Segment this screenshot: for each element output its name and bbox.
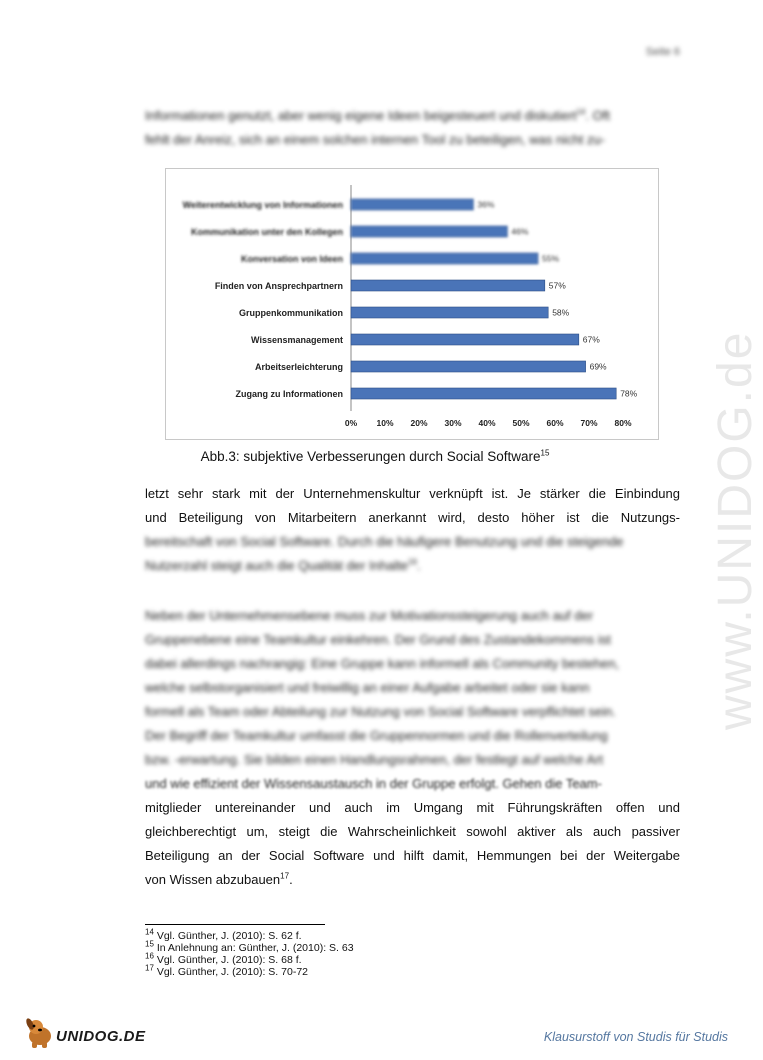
value-label: 78% [620,388,638,399]
value-label: 69% [589,361,607,372]
value-label: 58% [552,307,570,318]
footer-tagline: Klausurstoff von Studis für Studis [543,1030,728,1044]
data-bar [351,226,507,237]
chart-figure [165,168,659,440]
value-label: 46% [511,226,529,237]
x-tick-label: 50% [512,418,530,428]
p3-line-9: mitglieder untereinander und auch im Umgang mit Führungskräften offen und [145,800,680,815]
p3-line-2: Gruppenebene eine Teamkultur einkehren. Der Grund des Zustandekommens ist [145,632,611,647]
intro-line-2: fehlt der Anreiz, sich an einem solchen internen Tool zu beteiligen, was nicht zu- [145,132,606,147]
footnotes [145,927,354,978]
page-number: Seite 6 [645,46,680,58]
data-bar [351,307,548,318]
p3-line-6: Der Begriff der Teamkultur umfasst die Gruppennormen und die Rollenverteilung [145,728,608,743]
category-label: Kommunikation unter den Kollegen [190,227,343,237]
category-label: Zugang zu Informationen [235,389,343,399]
p3-line-7: bzw. -erwartung. Sie bilden einen Handlungsrahmen, der festlegt auf welche Art [145,752,604,767]
paragraph-3 [145,604,680,892]
category-label: Finden von Ansprechpartnern [214,281,343,291]
footnote-15: $^{15}$ In Anlehnung an: Günther, J. (2010): S. 63 [145,939,354,954]
bar-chart [166,169,658,439]
p2-line-4: Nutzerzahl steigt auch die Qualität der Inhalte$^{16}$. [145,557,421,573]
p2-line-2: und Beteiligung von Mitarbeitern anerkannt wird, desto höher ist die Nutzungs- [145,510,680,525]
data-bar [351,253,538,264]
category-label: Weiterentwicklung von Informationen [182,200,343,210]
p3-line-5: formell als Team oder Abteilung zur Nutzung von Social Software verpflichtet sein. [145,704,616,719]
footnote-14: $^{14}$ Vgl. Günther, J. (2010): S. 62 f. [145,927,302,942]
p3-line-8: und wie effizient der Wissensaustausch in der Gruppe erfolgt. Gehen die Team- [145,776,602,791]
p3-line-4: welche selbstorganisiert und freiwillig an einer Aufgabe arbeitet oder sie kann [145,680,590,695]
intro-paragraph [145,104,680,152]
x-tick-label: 10% [376,418,394,428]
p3-line-1: Neben der Unternehmensebene muss zur Motivationssteigerung auch auf der [145,608,594,623]
x-tick-label: 20% [410,418,428,428]
data-bar [351,199,473,210]
x-tick-label: 0% [344,418,358,428]
p3-line-11: Beteiligung an der Social Software und hilft damit, Hemmungen bei der Weitergabe [145,848,680,863]
value-label: 36% [477,199,495,210]
p3-line-12: von Wissen abzubauen$^{17}$. [145,871,293,887]
paragraph-2 [145,482,680,578]
figure-caption: Abb.3: subjektive Verbesserungen durch Social Software$^{15}$ [200,448,550,464]
category-label: Wissensmanagement [251,335,343,345]
footnote-divider [145,924,325,925]
p3-line-10: gleichberechtigt um, steigt die Wahrscheinlichkeit sowohl aktiver als auch passiver [145,824,680,839]
category-label: Konversation von Ideen [240,254,343,264]
value-label: 57% [548,280,566,291]
data-bar [351,361,586,372]
p2-line-1: letzt sehr stark mit der Unternehmenskultur verknüpft ist. Je stärker die Einbindung [145,486,680,501]
data-bar [351,280,545,291]
p2-line-3: bereitschaft von Social Software. Durch die häufigere Benutzung und die steigende [145,534,624,549]
value-label: 67% [582,334,600,345]
watermark: www.UNIDOG.de [709,330,762,730]
intro-line-1: Informationen genutzt, aber wenig eigene Ideen beigesteuert und diskutiert$^{14}$. Oft [145,107,610,123]
data-bar [351,334,579,345]
x-tick-label: 70% [580,418,598,428]
x-tick-label: 40% [478,418,496,428]
value-label: 55% [542,253,560,264]
data-bar [351,388,616,399]
footnote-17: $^{17}$ Vgl. Günther, J. (2010): S. 70-72 [145,963,308,978]
logo-text: UNIDOG.DE [56,1028,146,1045]
p3-line-3: dabei allerdings nachrangig: Eine Gruppe kann informell als Community bestehen, [145,656,620,671]
category-label: Arbeitserleichterung [254,362,343,372]
category-label: Gruppenkommunikation [238,308,343,318]
x-tick-label: 30% [444,418,462,428]
x-tick-label: 60% [546,418,564,428]
x-tick-label: 80% [614,418,632,428]
footnote-16: $^{16}$ Vgl. Günther, J. (2010): S. 68 f. [145,951,302,966]
